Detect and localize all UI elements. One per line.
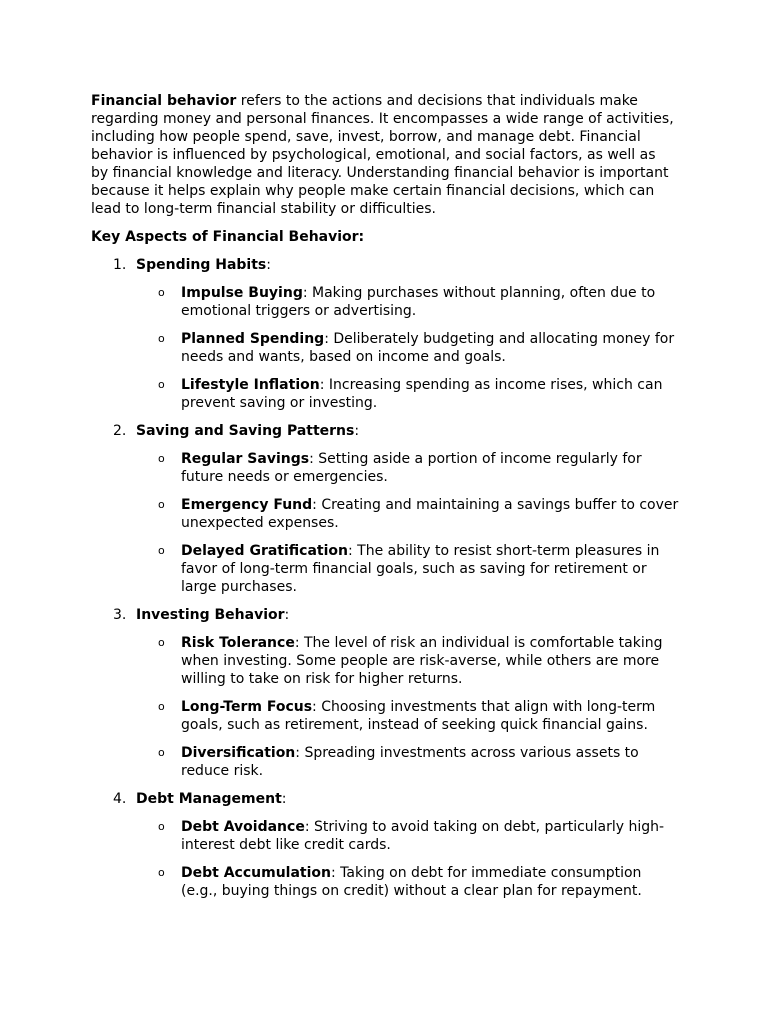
item-text: : Setting aside a portion of income regularly for future needs or emergencies. bbox=[181, 451, 642, 485]
section-number: 4. bbox=[113, 791, 127, 807]
section-investing-behavior bbox=[91, 606, 688, 780]
section-number: 2. bbox=[113, 423, 127, 439]
item-text: : Deliberately budgeting and allocating money for needs and wants, based on income and goals. bbox=[181, 331, 675, 365]
intro-paragraph bbox=[91, 92, 676, 218]
item-term: Lifestyle Inflation bbox=[181, 377, 320, 393]
section-colon: : bbox=[281, 791, 287, 807]
list-item bbox=[136, 542, 681, 596]
item-term: Emergency Fund bbox=[181, 497, 313, 513]
section-number: 1. bbox=[113, 257, 127, 273]
aspects-list bbox=[91, 256, 688, 900]
section-saving-patterns bbox=[91, 422, 688, 596]
circle-bullet-icon: o bbox=[158, 636, 165, 649]
section-items bbox=[136, 284, 688, 412]
key-aspects-heading: Key Aspects of Financial Behavior: bbox=[91, 229, 365, 245]
item-text: : Creating and maintaining a savings buffer to cover unexpected expenses. bbox=[181, 497, 679, 531]
section-title: Debt Management bbox=[136, 791, 282, 807]
item-text: : The level of risk an individual is comfortable taking when investing. Some people are risk-averse, while others are more willing to take on risk for higher returns. bbox=[181, 635, 663, 687]
list-item bbox=[136, 698, 681, 734]
section-title: Investing Behavior bbox=[136, 607, 285, 623]
item-text: : Increasing spending as income rises, which can prevent saving or investing. bbox=[181, 377, 663, 411]
section-colon: : bbox=[284, 607, 290, 623]
item-text: : Taking on debt for immediate consumption (e.g., buying things on credit) without a clear plan for repayment. bbox=[181, 865, 642, 899]
list-item bbox=[136, 818, 681, 854]
section-debt-management bbox=[91, 790, 688, 900]
circle-bullet-icon: o bbox=[158, 866, 165, 879]
list-item bbox=[136, 284, 681, 320]
item-term: Impulse Buying bbox=[181, 285, 303, 301]
section-number: 3. bbox=[113, 607, 127, 623]
item-term: Debt Accumulation bbox=[181, 865, 331, 881]
item-term: Diversification bbox=[181, 745, 296, 761]
list-item bbox=[136, 864, 681, 900]
intro-term: Financial behavior bbox=[91, 93, 237, 109]
circle-bullet-icon: o bbox=[158, 286, 165, 299]
section-title: Saving and Saving Patterns bbox=[136, 423, 355, 439]
circle-bullet-icon: o bbox=[158, 820, 165, 833]
section-items bbox=[136, 450, 688, 596]
section-items bbox=[136, 634, 688, 780]
item-text: : Making purchases without planning, often due to emotional triggers or advertising. bbox=[181, 285, 656, 319]
item-term: Debt Avoidance bbox=[181, 819, 305, 835]
item-term: Long-Term Focus bbox=[181, 699, 313, 715]
item-term: Risk Tolerance bbox=[181, 635, 295, 651]
circle-bullet-icon: o bbox=[158, 378, 165, 391]
section-title: Spending Habits bbox=[136, 257, 267, 273]
item-term: Planned Spending bbox=[181, 331, 325, 347]
list-item bbox=[136, 744, 681, 780]
list-item bbox=[136, 450, 681, 486]
item-text: : Spreading investments across various assets to reduce risk. bbox=[181, 745, 639, 779]
list-item bbox=[136, 376, 681, 412]
circle-bullet-icon: o bbox=[158, 452, 165, 465]
item-term: Delayed Gratification bbox=[181, 543, 348, 559]
section-spending-habits bbox=[91, 256, 688, 412]
item-text: : The ability to resist short-term pleasures in favor of long-term financial goals, such as saving for retirement or large purchases. bbox=[181, 543, 660, 595]
section-items bbox=[136, 818, 688, 900]
item-text: : Choosing investments that align with long-term goals, such as retirement, instead of seeking quick financial gains. bbox=[181, 699, 656, 733]
circle-bullet-icon: o bbox=[158, 700, 165, 713]
item-text: : Striving to avoid taking on debt, particularly high-interest debt like credit cards. bbox=[181, 819, 665, 853]
list-item bbox=[136, 634, 681, 688]
item-term: Regular Savings bbox=[181, 451, 310, 467]
circle-bullet-icon: o bbox=[158, 544, 165, 557]
circle-bullet-icon: o bbox=[158, 332, 165, 345]
section-colon: : bbox=[266, 257, 271, 273]
list-item bbox=[136, 496, 681, 532]
circle-bullet-icon: o bbox=[158, 498, 165, 511]
circle-bullet-icon: o bbox=[158, 746, 165, 759]
section-colon: : bbox=[354, 423, 360, 439]
list-item bbox=[136, 330, 681, 366]
intro-text: refers to the actions and decisions that individuals make regarding money and personal finances. It encompasses a wide range of activities, including how people spend, save, invest, borrow, and manage debt. Financial behavior is influenced by psychological, emotional, and social factors, as well as by financial knowledge and literacy. Understanding financial behavior is important because it helps explain why people make certain financial decisions, which can lead to long-term financial stability or difficulties. bbox=[91, 93, 674, 217]
